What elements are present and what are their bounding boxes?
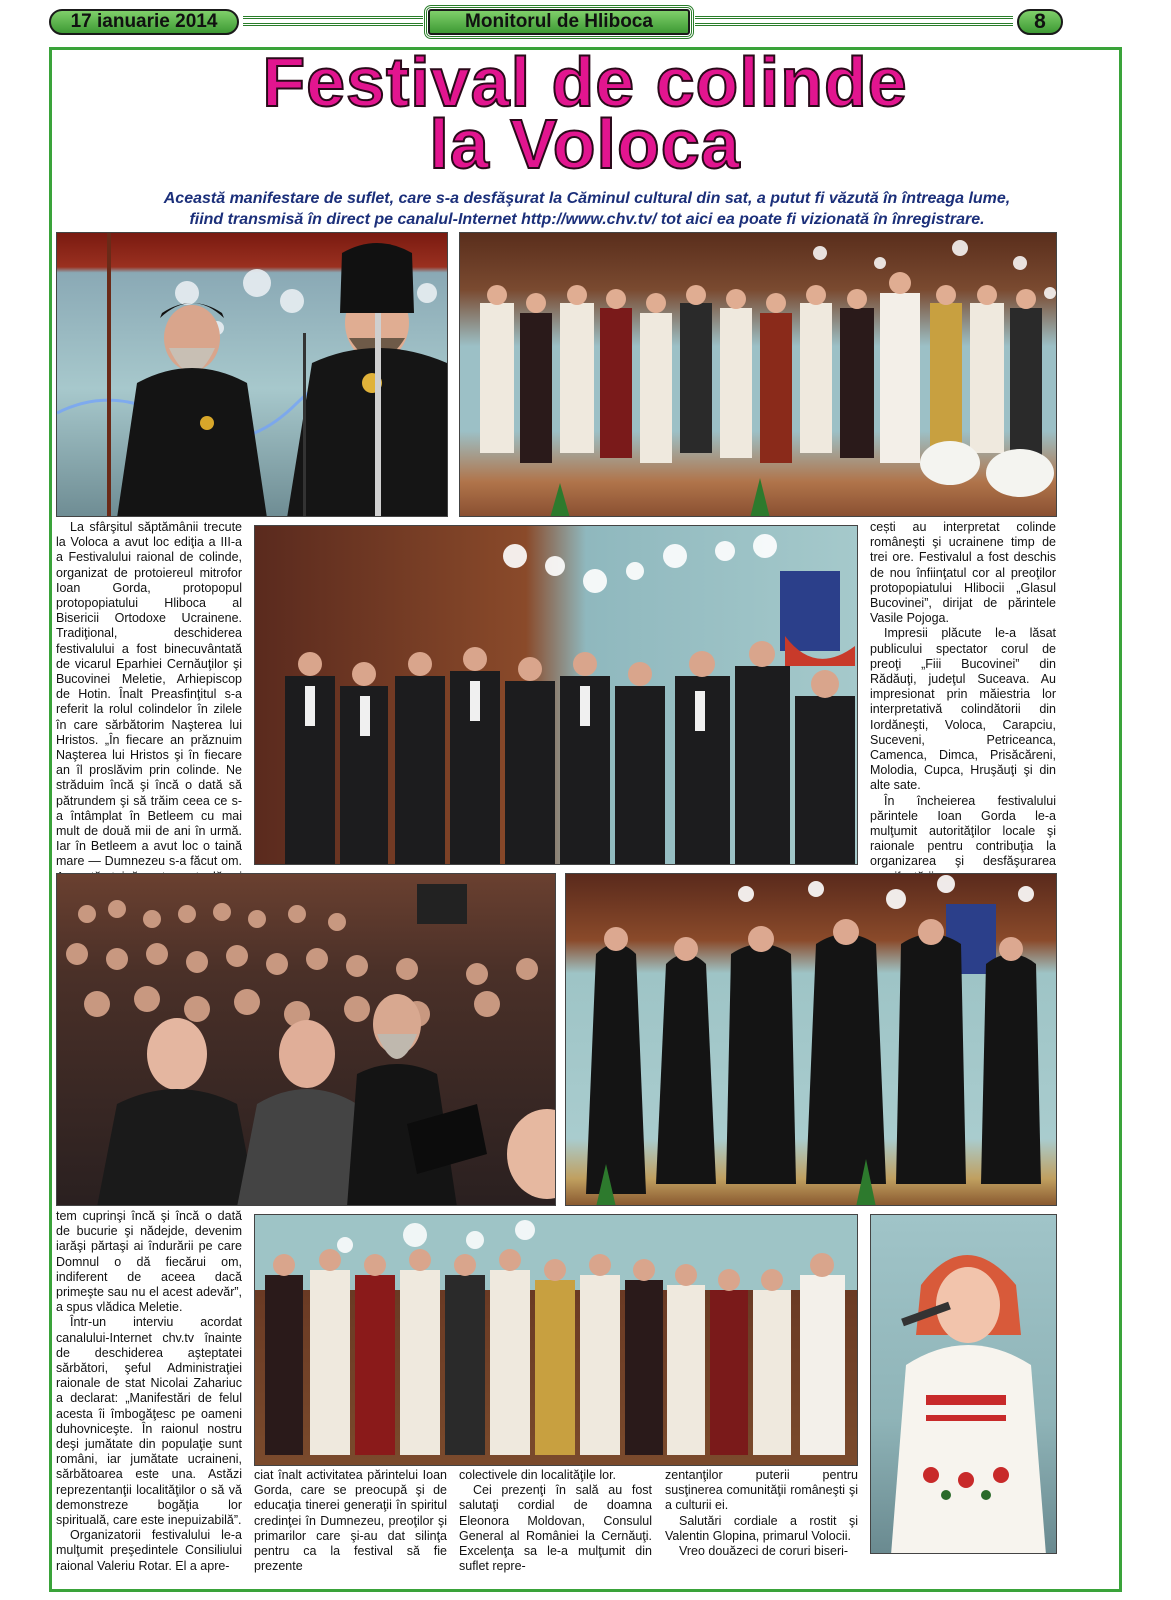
text-column-left-top [56,520,242,915]
child-singer-svg [871,1215,1057,1554]
women-choir-photo [254,1214,858,1466]
text-column-bottom-2 [459,1468,652,1574]
article-title-line2: la Voloca [429,105,741,183]
paragraph: cești au interpretat colinde româneşti şi ucrainene timp de trei ore. Festivalul a fost deschis de nou înfiinţatul cor al preoţilor protopopiatului Hlibocii „Glasul Bucovinei”, dirijat de părintele Vasile Pojoga. [870,520,1056,626]
header-rule-left [243,16,423,26]
article-lead [62,188,1112,230]
bishop-and-priest-photo [56,232,448,517]
paragraph: Impresii plăcute le-a lăsat publicului spectator corul de preoţi „Fiii Bucovinei” din Rădăuţi, judeţul Suceava. Au impresionat prin măiestria lor interpretativă colindătorii din Iordăneşti, Voloca, Carapciu, Suceveni, Petriceanca, Camenca, Dimca, Prisăcăreni, Molodia, Cupca, Hruşăuţi şi din alte sate. [870,626,1056,793]
page-number-text: 8 [1034,10,1046,33]
issue-date [49,9,239,35]
paragraph: Salutări cordiale a rostit şi Valentin Glopina, primarul Volocii. [665,1513,858,1543]
folk-ensemble-photo [459,232,1057,517]
priests-choir-svg [566,874,1057,1206]
paragraph: Într-un interviu acordat canalului-Internet chv.tv înainte de deschiderea aşteptatei sărbători, şeful Administraţiei raionale de stat Nicolai Zahariuc a declarat: „Manifestări de felul acesta îi îmbogăţesc pe oameni duhovniceşte. În raionul nostru deşi jumătate din populaţie sunt români, iar jumătate ucraineni, sărbătoarea este una. Astăzi reprezentanţii localităţilor o să vă demonstreze bogăţia lor spirituală, care este inepuizabilă”. [56,1315,242,1528]
lead-line-1: Această manifestare de suflet, care s-a desfăşurat la Căminul cultural din sat, a putut fi văzută în întreaga lume, [163,190,1011,207]
paragraph: tem cuprinşi încă şi încă o dată de bucurie şi nădejde, devenim iarăşi părtaşi ai îndurării pe care Domnul o dă fiecărui om, indiferent de aceea dacă primeşte sau nu el acest adevăr”, a spus vlădica Meletie. [56,1209,242,1315]
header-rule-right [695,16,1013,26]
newspaper-name [428,9,690,35]
priests-choir-photo [565,873,1057,1206]
text-column-bottom-3 [665,1468,858,1559]
women-choir-svg [255,1215,858,1466]
paragraph: ciat înalt activitatea părintelui Ioan Gorda, care se preocupă şi de educaţia tinerei generaţii în spiritul credinţei în Dumnezeu, preoţilor şi primarilor care şi-au dat silinţa pentru ca la festival să fie prezente [254,1468,447,1574]
article-title-line1: Festival de colinde [262,43,908,121]
paragraph: La sfârşitul săptămânii trecute la Voloca a avut loc ediţia a III-a a Festivalului raional de colinde, organizat de protoiereul mitrofor Ioan Gorda, protopopul protopopiatului Hliboca al Bisericii Ortodoxe Ucrainene. Tradiţional, deschiderea festivalului a fost binecuvântată de vicarul Eparhiei Cernăuţilor şi Bucovinei Meletie, Arhiepiscop de Hotin. Înalt Preasfinţitul s-a referit la rolul colindelor în zilele în care sărbătorim Naşterea lui Hristos. „În fiecare an prăznuim Naşterea lui Hristos şi în fiecare an îl proslăvim prin colinde. Ne străduim încă şi încă o dată să pătrundem şi să trăim ceea ce s-a întâmplat în Betleem cu mai mult de două mii de ani în urmă. Iar în Betleem a avut loc o taină mare — Dumnezeu s-a făcut om. [56,520,242,869]
bishop-scene-svg [57,233,448,517]
paragraph: colectivele din localităţile lor. [459,1468,617,1482]
paragraph: Vreo douăzeci de coruri biseri- [679,1544,849,1559]
issue-date-text: 17 ianuarie 2014 [70,11,218,32]
text-column-left-bottom [56,1209,242,1574]
paragraph: zentanţilor puterii pentru susţinerea comunităţii româneşti şi a culturii ei. [665,1468,858,1513]
text-column-bottom-1 [254,1468,447,1574]
audience-scene-svg [57,874,556,1206]
paragraph: În încheierea festivalului părintele Ioan Gorda le-a mulţumit autorităţilor locale şi raionale pentru contribuţia la organizarea şi desfăşurarea [870,793,1056,869]
audience-photo [56,873,556,1206]
newspaper-name-text: Monitorul de Hliboca [465,11,653,32]
paragraph: Organizatorii festivalului le-a mulţumit preşedintele Consiliului raional Valeriu Rotar. El a apre- [56,1528,242,1573]
lead-line-2: fiind transmisă în direct pe canalul-Internet http://www.chv.tv/ tot aici ea poate fi vizionată în înregistrare. [189,211,985,228]
award-ceremony-photo [254,525,858,865]
folk-ensemble-svg [460,233,1057,517]
child-singer-photo [870,1214,1057,1554]
text-column-right-top [870,520,1056,925]
page-number [1017,9,1063,35]
ceremony-scene-svg [255,526,858,865]
paragraph: Cei prezenţi în sală au fost salutaţi cordial de doamna Eleonora Moldovan, Consulul General al României la Cernăuţi. Excelenţa sa le-a mulţumit din suflet repre- [459,1483,652,1574]
